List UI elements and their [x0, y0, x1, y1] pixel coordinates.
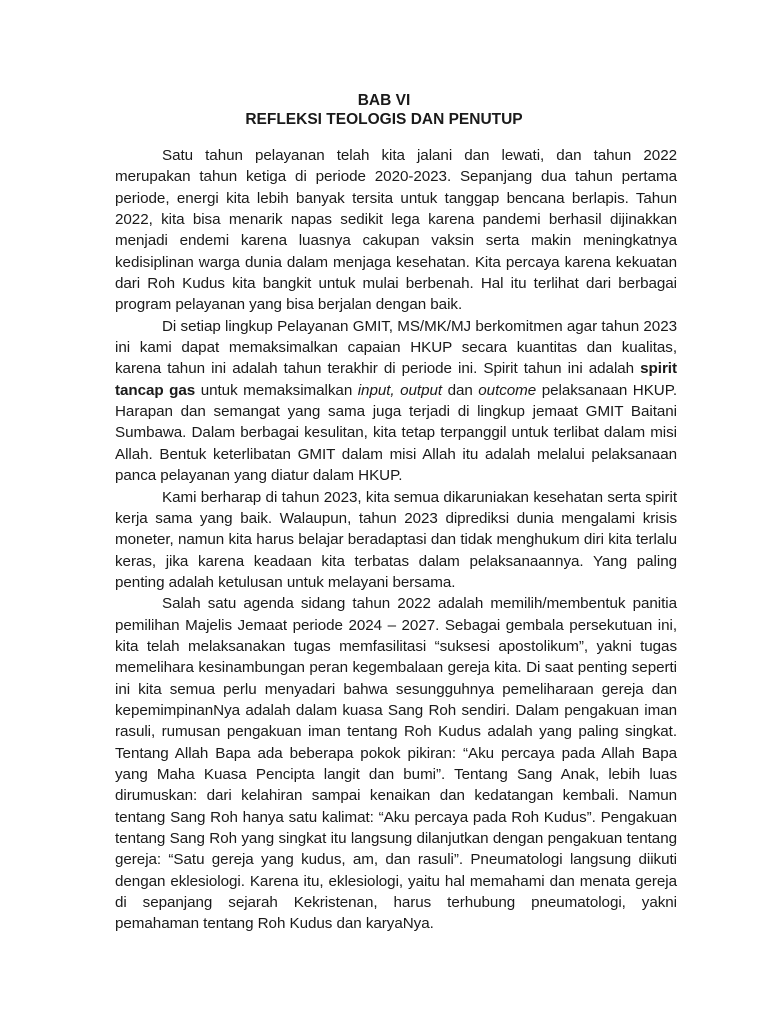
body-text	[115, 145, 677, 935]
paragraph-2-italic-2: outcome	[478, 381, 537, 399]
paragraph-2-part-b: untuk memaksimalkan	[195, 381, 358, 399]
paragraph-1: Satu tahun pelayanan telah kita jalani dan lewati, dan tahun 2022 merupakan tahun ketiga di periode 2020-2023. Sepanjang dua tahun pertama periode, energi kita lebih banyak tersita untuk tanggap bencana berlapis. Tahun 2022, kita bisa menarik napas sedikit lega karena pandemi berhasil dijinakkan menjadi endemi karena luasnya cakupan vaksin serta makin meningkatnya kedisiplinan warga dunia dalam menjaga kesehatan. Kita percaya karena kekuatan dari Roh Kudus kita bangkit untuk mulai berbenah. Hal itu terlihat dari berbagai program pelayanan yang bisa berjalan dengan baik.	[115, 147, 677, 314]
paragraph-2-italic-1: input, output	[357, 381, 443, 399]
paragraph-4: Salah satu agenda sidang tahun 2022 adalah memilih/membentuk panitia pemilihan Majelis Jemaat periode 2024 – 2027. Sebagai gembala persekutuan ini, kita telah melaksanakan tugas memfasilitasi “suksesi apostolikum”, yakni tugas memelihara kesinambungan peran kegembalaan gereja kita. Di saat penting seperti ini kita semua perlu menyadari bahwa sesungguhnya pemeliharaan gereja dan kepemimpinanNya adalah dalam kuasa Sang Roh sendiri. Dalam pengakuan iman rasuli, rumusan pengakuan iman tentang Roh Kudus adalah yang paling singkat. Tentang Allah Bapa ada beberapa pokok pikiran: “Aku percaya pada Allah Bapa yang Maha Kuasa Pencipta langit dan bumi”. Tentang Sang Anak, lebih luas dirumuskan: dari kelahiran sampai kenaikan dan kedatangan kembali. Namun tentang Sang Roh hanya satu kalimat: “Aku percaya pada Roh Kudus”. Pengakuan tentang Sang Roh yang singkat itu langsung dilanjutkan dengan pengakuan tentang gereja: “Satu gereja yang kudus, am, dan rasuli”. Pneumatologi langsung diikuti dengan eklesiologi. Karena itu, eklesiologi, yaitu hal memahami dan menata gereja di sepanjang sejarah Kekristenan, harus terhubung pneumatologi, yakni pemahaman tentang Roh Kudus dan karyaNya.	[115, 595, 677, 933]
chapter-title: REFLEKSI TEOLOGIS DAN PENUTUP	[245, 111, 523, 128]
paragraph-2	[115, 316, 677, 487]
paragraph-2-part-c: dan	[442, 381, 479, 399]
paragraph-3: Kami berharap di tahun 2023, kita semua dikaruniakan kesehatan serta spirit kerja sama yang baik. Walaupun, tahun 2023 diprediksi dunia mengalami krisis moneter, namun kita harus belajar beradaptasi dan tidak menghukum diri kita terlalu keras, jika karena keadaan kita terbatas dalam pelaksanaannya. Yang paling penting adalah ketulusan untuk melayani bersama.	[115, 488, 677, 591]
paragraph-2-part-d: pelaksanaan HKUP. Harapan dan semangat yang sama juga terjadi di lingkup jemaat GMIT Baitani Sumbawa. Dalam berbagai kesulitan, kita tetap terpanggil untuk terlibat dalam misi Allah. Bentuk keterlibatan GMIT dalam misi Allah itu adalah melalui pelaksanaan panca pelayanan yang diatur dalam HKUP.	[115, 381, 678, 485]
paragraph-2-bold: spirit tancap gas	[115, 360, 677, 399]
paragraph-2-part-a: Di setiap lingkup Pelayanan GMIT, MS/MK/MJ berkomitmen agar tahun 2023 ini kami dapat memaksimalkan capaian HKUP secara kuantitas dan kualitas, karena tahun ini adalah tahun terakhir di periode ini. Spirit tahun ini adalah	[115, 317, 677, 378]
chapter-number: BAB VI	[357, 92, 411, 109]
